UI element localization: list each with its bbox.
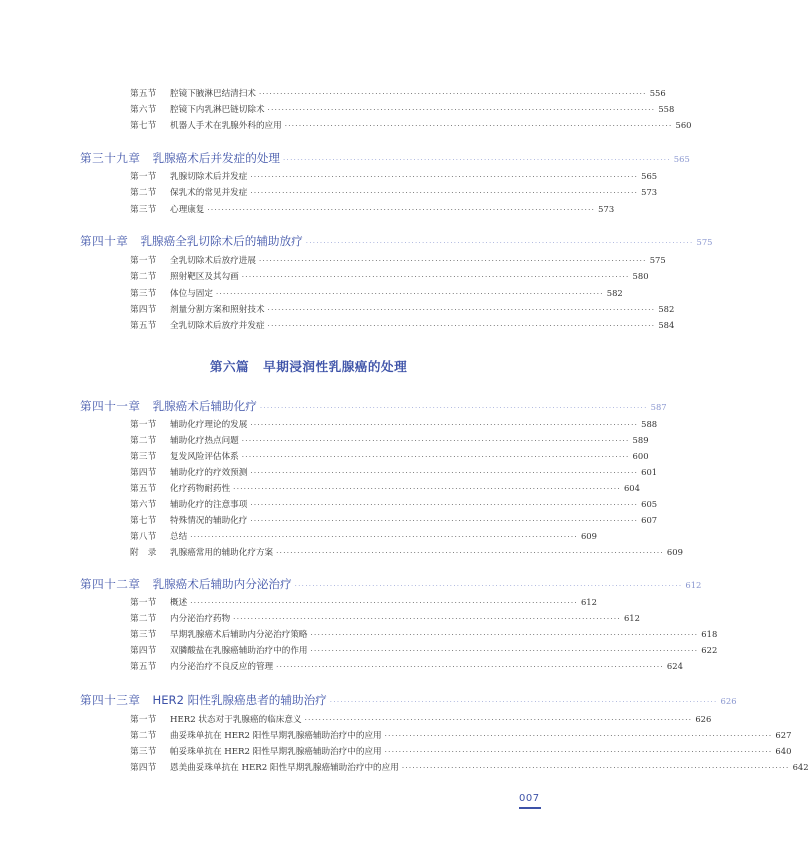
- section-entry: [130, 103, 675, 115]
- leader-dots: ··············································································································: [384, 748, 773, 756]
- leader-dots: ··············································································································: [283, 156, 671, 164]
- leader-dots: ··············································································································: [190, 599, 578, 607]
- section-title: 总结: [170, 532, 188, 542]
- section-page: 622: [701, 645, 718, 655]
- section-number: 第一节: [130, 715, 157, 725]
- leader-dots: ··············································································································: [250, 517, 639, 525]
- section-page: 600: [632, 451, 649, 461]
- leader-dots: ··············································································································: [190, 533, 578, 541]
- section-page: 580: [632, 271, 649, 281]
- section-entry: [130, 482, 640, 494]
- chapter-title: 乳腺癌全乳切除术后的辅助放疗: [140, 234, 303, 248]
- leader-dots: ··············································································································: [401, 764, 790, 772]
- section-page: 573: [598, 204, 615, 214]
- section-page: 560: [675, 120, 692, 130]
- section-entry: [130, 644, 718, 656]
- section-page: 618: [701, 629, 718, 639]
- section-number: 第二节: [130, 731, 157, 741]
- leader-dots: ··············································································································: [294, 582, 683, 590]
- section-number: 第三节: [130, 289, 157, 299]
- section-page: 609: [580, 531, 597, 541]
- leader-dots: ··············································································································: [276, 549, 664, 557]
- section-entry: [130, 186, 658, 198]
- section-title: 双膦酸盐在乳腺癌辅助治疗中的作用: [170, 646, 308, 656]
- section-title: 乳腺切除术后并发症: [170, 172, 248, 182]
- section-number: 附 录: [130, 548, 157, 558]
- section-page: 601: [641, 467, 658, 477]
- section-page: 609: [666, 547, 683, 557]
- section-entry: [130, 270, 649, 282]
- section-entry: [130, 203, 615, 215]
- leader-dots: ··············································································································: [258, 90, 647, 98]
- section-entry: [130, 466, 658, 478]
- section-title: 腔镜下内乳淋巴链切除术: [170, 105, 265, 115]
- chapter-title: HER2 阳性乳腺癌患者的辅助治疗: [152, 693, 327, 707]
- part-heading: [0, 356, 617, 375]
- section-number: 第五节: [130, 321, 157, 331]
- section-page: 573: [641, 187, 658, 197]
- chapter-title: 乳腺癌术后辅助内分泌治疗: [152, 577, 292, 591]
- chapter-page: 612: [685, 580, 702, 590]
- section-entry: [130, 170, 658, 182]
- section-entry: [130, 254, 666, 266]
- leader-dots: ··············································································································: [267, 322, 656, 330]
- section-number: 第五节: [130, 484, 157, 494]
- chapter-title: 乳腺癌术后并发症的处理: [152, 151, 281, 165]
- section-entry: [130, 498, 658, 510]
- section-number: 第二节: [130, 188, 157, 198]
- leader-dots: ··············································································································: [276, 663, 664, 671]
- section-title: 恩美曲妥珠单抗在 HER2 阳性早期乳腺癌辅助治疗中的应用: [170, 763, 399, 773]
- section-title: 辅助化疗理论的发展: [170, 420, 248, 430]
- leader-dots: ··············································································································: [250, 469, 639, 477]
- leader-dots: ··············································································································: [233, 485, 621, 493]
- section-page: 565: [641, 171, 658, 181]
- section-number: 第二节: [130, 614, 157, 624]
- section-number: 第五节: [130, 89, 157, 99]
- section-title: HER2 状态对于乳腺癌的临床意义: [170, 715, 302, 725]
- leader-dots: ··············································································································: [215, 290, 604, 298]
- section-title: 内分泌治疗药物: [170, 614, 231, 624]
- chapter-title: 乳腺癌术后辅助化疗: [152, 399, 257, 413]
- section-title: 辅助化疗的疗效预测: [170, 468, 248, 478]
- page-number: 007: [519, 793, 540, 804]
- section-title: 保乳术的常见并发症: [170, 188, 248, 198]
- leader-dots: ··············································································································: [250, 173, 639, 181]
- leader-dots: ··············································································································: [233, 615, 621, 623]
- section-number: 第二节: [130, 272, 157, 282]
- section-entry: [130, 287, 623, 299]
- section-number: 第一节: [130, 598, 157, 608]
- section-number: 第三节: [130, 747, 157, 757]
- chapter-number: 第四十三章: [80, 693, 141, 707]
- page-number-underline: [519, 807, 541, 809]
- section-title: 复发风险评估体系: [170, 452, 239, 462]
- chapter-number: 第四十一章: [80, 399, 141, 413]
- section-entry: [130, 612, 640, 624]
- section-number: 第一节: [130, 420, 157, 430]
- section-page: 626: [695, 714, 712, 724]
- section-page: 558: [658, 104, 675, 114]
- section-title: 化疗药物耐药性: [170, 484, 231, 494]
- section-number: 第四节: [130, 305, 157, 315]
- section-number: 第七节: [130, 516, 157, 526]
- section-entry: [130, 713, 712, 725]
- leader-dots: ··············································································································: [207, 206, 596, 214]
- section-entry: [130, 319, 675, 331]
- section-number: 第一节: [130, 256, 157, 266]
- chapter-page: 575: [696, 237, 713, 247]
- section-title: 辅助化疗的注意事项: [170, 500, 248, 510]
- section-entry: [130, 660, 683, 672]
- section-page: 627: [775, 730, 792, 740]
- section-title: 特殊情况的辅助化疗: [170, 516, 248, 526]
- section-entry: [130, 628, 718, 640]
- section-number: 第四节: [130, 646, 157, 656]
- section-entry: [130, 119, 692, 131]
- chapter-entry: [80, 576, 702, 592]
- section-number: 第一节: [130, 172, 157, 182]
- section-page: 582: [658, 304, 675, 314]
- section-title: 全乳切除术后放疗进展: [170, 256, 256, 266]
- section-page: 612: [623, 613, 640, 623]
- section-page: 589: [632, 435, 649, 445]
- section-title: 心理康复: [170, 205, 205, 215]
- section-entry: [130, 596, 597, 608]
- section-page: 575: [649, 255, 666, 265]
- leader-dots: ··············································································································: [267, 306, 656, 314]
- leader-dots: ··············································································································: [284, 122, 673, 130]
- section-page: 607: [641, 515, 658, 525]
- section-entry: [130, 303, 675, 315]
- section-title: 体位与固定: [170, 289, 213, 299]
- part-number: 第六篇: [209, 359, 250, 374]
- section-title: 内分泌治疗不良反应的管理: [170, 662, 274, 672]
- section-title: 剂量分割方案和照射技术: [170, 305, 265, 315]
- chapter-entry: [80, 150, 690, 166]
- chapter-number: 第三十九章: [80, 151, 141, 165]
- leader-dots: ··············································································································: [267, 106, 656, 114]
- section-page: 605: [641, 499, 658, 509]
- section-page: 556: [649, 88, 666, 98]
- leader-dots: ··············································································································: [241, 273, 630, 281]
- section-number: 第六节: [130, 500, 157, 510]
- section-entry: [130, 418, 658, 430]
- chapter-entry: [80, 692, 737, 708]
- leader-dots: ··············································································································: [250, 421, 639, 429]
- section-number: 第二节: [130, 436, 157, 446]
- leader-dots: ··············································································································: [241, 453, 630, 461]
- section-entry: [130, 546, 683, 558]
- section-page: 642: [792, 762, 809, 772]
- section-page: 624: [666, 661, 683, 671]
- section-page: 584: [658, 320, 675, 330]
- section-number: 第八节: [130, 532, 157, 542]
- section-number: 第三节: [130, 205, 157, 215]
- section-entry: [130, 530, 597, 542]
- section-title: 辅助化疗热点问题: [170, 436, 239, 446]
- section-number: 第七节: [130, 121, 157, 131]
- section-title: 机器人手术在乳腺外科的应用: [170, 121, 282, 131]
- leader-dots: ··············································································································: [304, 716, 693, 724]
- chapter-entry: [80, 233, 713, 249]
- leader-dots: ··············································································································: [258, 257, 647, 265]
- leader-dots: ··············································································································: [250, 501, 639, 509]
- section-page: 604: [623, 483, 640, 493]
- section-number: 第四节: [130, 763, 157, 773]
- chapter-number: 第四十章: [80, 234, 129, 248]
- chapter-number: 第四十二章: [80, 577, 141, 591]
- section-entry: [130, 434, 649, 446]
- section-entry: [130, 514, 658, 526]
- section-entry: [130, 450, 649, 462]
- leader-dots: ··············································································································: [384, 732, 773, 740]
- section-number: 第三节: [130, 630, 157, 640]
- section-entry: [130, 761, 809, 773]
- leader-dots: ··············································································································: [310, 647, 699, 655]
- chapter-page: 626: [720, 696, 737, 706]
- leader-dots: ··············································································································: [259, 404, 648, 412]
- leader-dots: ··············································································································: [305, 239, 694, 247]
- section-number: 第五节: [130, 662, 157, 672]
- leader-dots: ··············································································································: [310, 631, 699, 639]
- chapter-page: 587: [650, 402, 667, 412]
- section-page: 582: [606, 288, 623, 298]
- section-number: 第三节: [130, 452, 157, 462]
- section-title: 概述: [170, 598, 188, 608]
- section-title: 腔镜下腋淋巴结清扫术: [170, 89, 256, 99]
- section-page: 612: [580, 597, 597, 607]
- chapter-page: 565: [673, 154, 690, 164]
- section-title: 帕妥珠单抗在 HER2 阳性早期乳腺癌辅助治疗中的应用: [170, 747, 382, 757]
- chapter-entry: [80, 398, 667, 414]
- leader-dots: ··············································································································: [241, 437, 630, 445]
- section-entry: [130, 87, 666, 99]
- leader-dots: ··············································································································: [329, 698, 718, 706]
- section-title: 乳腺癌常用的辅助化疗方案: [170, 548, 274, 558]
- section-title: 全乳切除术后放疗并发症: [170, 321, 265, 331]
- section-entry: [130, 729, 792, 741]
- part-title: 早期浸润性乳腺癌的处理: [263, 359, 408, 374]
- section-entry: [130, 745, 792, 757]
- section-number: 第六节: [130, 105, 157, 115]
- leader-dots: ··············································································································: [250, 189, 639, 197]
- section-page: 588: [641, 419, 658, 429]
- section-title: 照射靶区及其勾画: [170, 272, 239, 282]
- section-title: 早期乳腺癌术后辅助内分泌治疗策略: [170, 630, 308, 640]
- section-number: 第四节: [130, 468, 157, 478]
- section-page: 640: [775, 746, 792, 756]
- section-title: 曲妥珠单抗在 HER2 阳性早期乳腺癌辅助治疗中的应用: [170, 731, 382, 741]
